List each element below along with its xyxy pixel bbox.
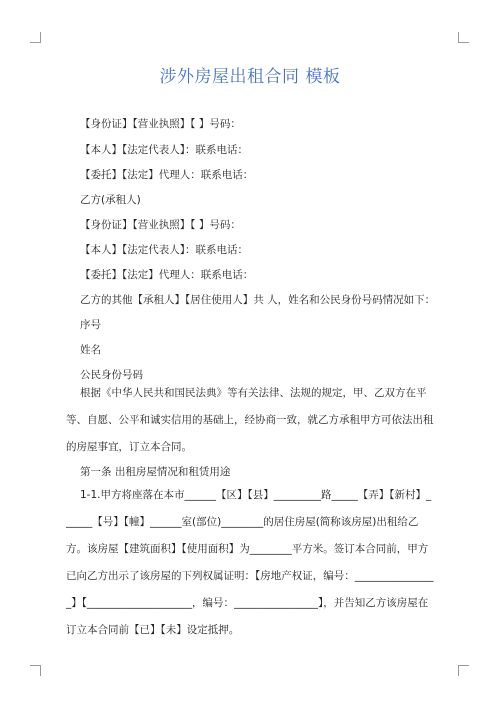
crop-mark-bottom-right <box>458 665 469 676</box>
serial-number-label: 序号 <box>80 319 101 331</box>
party-a-agent-line: 【委托】【法定】代理人：联系电话： <box>80 169 254 181</box>
other-occupants-line: 乙方的其他【承租人】【居住使用人】共 人，姓名和公民身份号码情况如下： <box>80 294 436 306</box>
crop-mark-bottom-left <box>30 665 41 676</box>
party-b-id-line: 【身份证】【营业执照】【 】号码： <box>80 219 241 231</box>
crop-mark-top-left <box>30 32 41 43</box>
party-b-heading: 乙方(承租人) <box>80 194 141 206</box>
crop-mark-top-right <box>458 32 469 43</box>
party-b-representative-line: 【本人】【法定代表人】：联系电话： <box>80 244 248 256</box>
clause-1-1-paragraph: 1-1.甲方将座落在本市______【区】【县】_________路_____【弄】【新村】______【号】【幢】______室(部位)________的居住房屋(简称该房屋)出租给乙方。该房屋【建筑面积】【使用面积】为________平方米。签订本合同前，甲方已向乙方出示了该房屋的下列权属证明：【房地产权证，编号：________________】【____________________，编号：________________】，并告知乙方该房屋在订立本合同前【已】【未】设定抵押。 <box>66 489 434 636</box>
citizen-id-label: 公民身份号码 <box>80 369 143 381</box>
section-one-heading: 第一条 出租房屋情况和租赁用途 <box>80 466 231 478</box>
legal-basis-paragraph: 根据《中华人民共和国民法典》等有关法律、法规的规定，甲、乙双方在平等、自愿、公平和诚实信用的基础上，经协商一致，就乙方承租甲方可依法出租的房屋事宜，订立本合同。 <box>66 387 434 453</box>
name-label: 姓名 <box>80 344 101 356</box>
party-a-id-line: 【身份证】【营业执照】【 】号码： <box>80 118 241 130</box>
document-title: 涉外房屋出租合同 模板 <box>159 67 341 87</box>
party-b-agent-line: 【委托】【法定】代理人：联系电话： <box>80 269 254 281</box>
party-a-representative-line: 【本人】【法定代表人】：联系电话： <box>80 144 248 156</box>
